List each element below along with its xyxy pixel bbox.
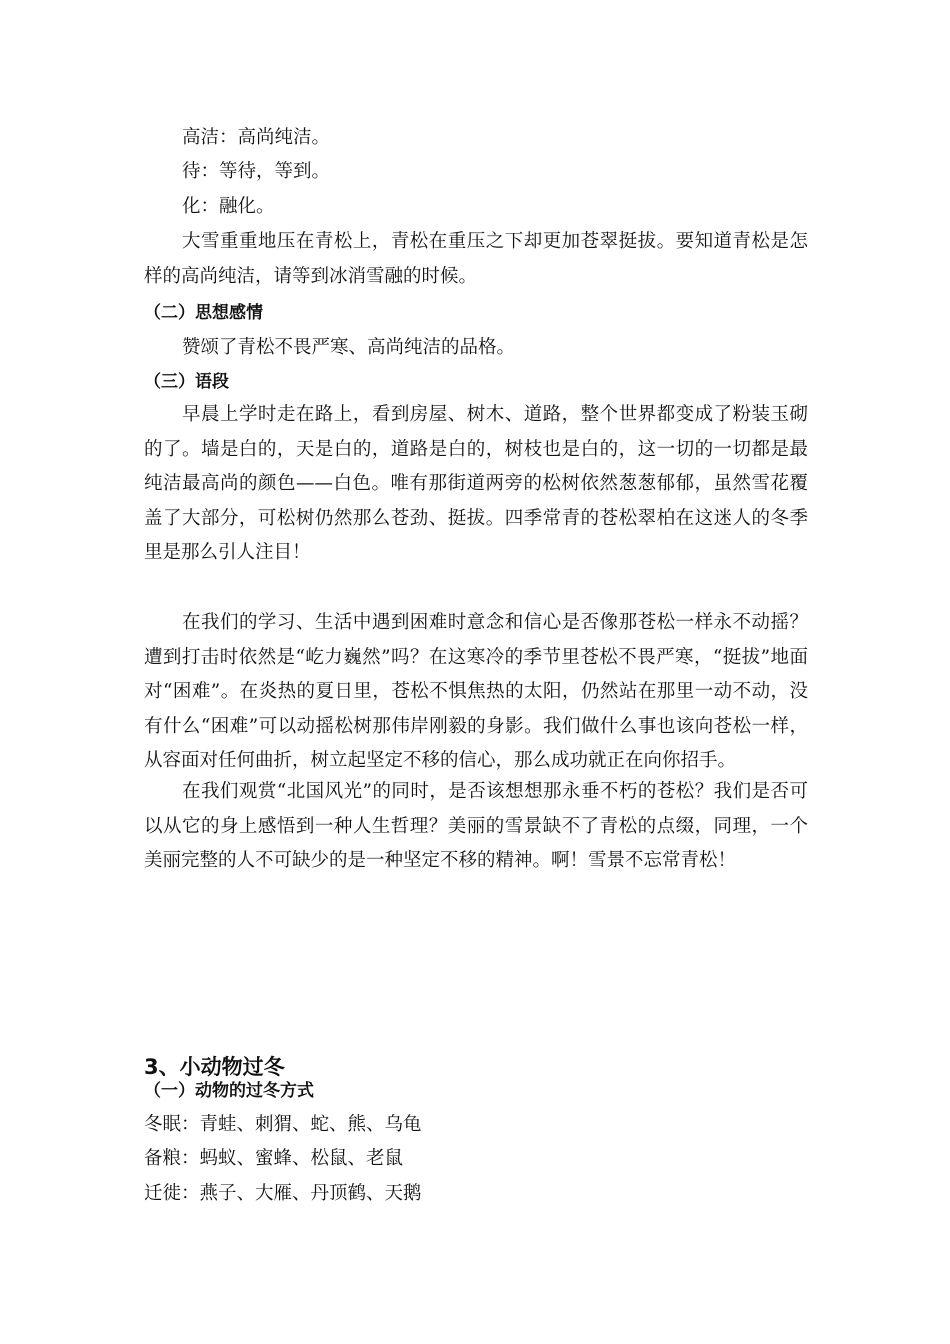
section-heading-passage: （三）语段 <box>144 372 229 392</box>
passage-paragraph-3: 在我们观赏“北国风光”的同时，是否该想想那永垂不朽的苍松？我们是否可以从它的身上感悟到一种人生哲理？美丽的雪景缺不了青松的点缀，同理，一个美丽完整的人不可缺少的是一种坚定不移的精神。啊！雪景不忘常青松！ <box>144 781 808 871</box>
list-item-migration: 迁徙：燕子、大雁、丹顶鹤、天鹅 <box>144 1183 422 1204</box>
chapter-title: 3、小动物过冬 <box>144 1055 285 1079</box>
translation-paragraph: 大雪重重地压在青松上，青松在重压之下却更加苍翠挺拔。要知道青松是怎样的高尚纯洁，请等到冰消雪融的时候。 <box>144 231 808 287</box>
passage-paragraph-1: 早晨上学时走在路上，看到房屋、树木、道路，整个世界都变成了粉装玉砌的了。墙是白的，天是白的，道路是白的，树枝也是白的，这一切的一切都是最纯洁最高尚的颜色——白色。唯有那街道两旁的松树依然葱葱郁郁，虽然雪花覆盖了大部分，可松树仍然那么苍劲、挺拔。四季常青的苍松翠柏在这迷人的冬季里是那么引人注目！ <box>144 404 808 563</box>
list-item-food-storage: 备粮：蚂蚁、蜜蜂、松鼠、老鼠 <box>144 1148 404 1169</box>
feeling-text: 赞颂了青松不畏严寒、高尚纯洁的品格。 <box>182 337 516 358</box>
chapter-subheading: （一）动物的过冬方式 <box>144 1081 314 1101</box>
definition-gaojie: 高洁：高尚纯洁。 <box>182 127 331 148</box>
section-heading-feeling: （二）思想感情 <box>144 303 263 323</box>
definition-hua: 化：融化。 <box>182 196 275 217</box>
passage-paragraph-2: 在我们的学习、生活中遇到困难时意念和信心是否像那苍松一样永不动摇？遭到打击时依然是“屹力巍然”吗？在这寒冷的季节里苍松不畏严寒，“挺拔”地面对“困难”。在炎热的夏日里，苍松不惧焦热的太阳，仍然站在那里一动不动，没有什么“困难”可以动摇松树那伟岸刚毅的身影。我们做什么事也该向苍松一样，从容面对任何曲折，树立起坚定不移的信心，那么成功就正在向你招手。 <box>144 612 808 771</box>
list-item-hibernation: 冬眠：青蛙、刺猬、蛇、熊、乌龟 <box>144 1114 422 1135</box>
definition-dai: 待：等待，等到。 <box>182 161 331 182</box>
